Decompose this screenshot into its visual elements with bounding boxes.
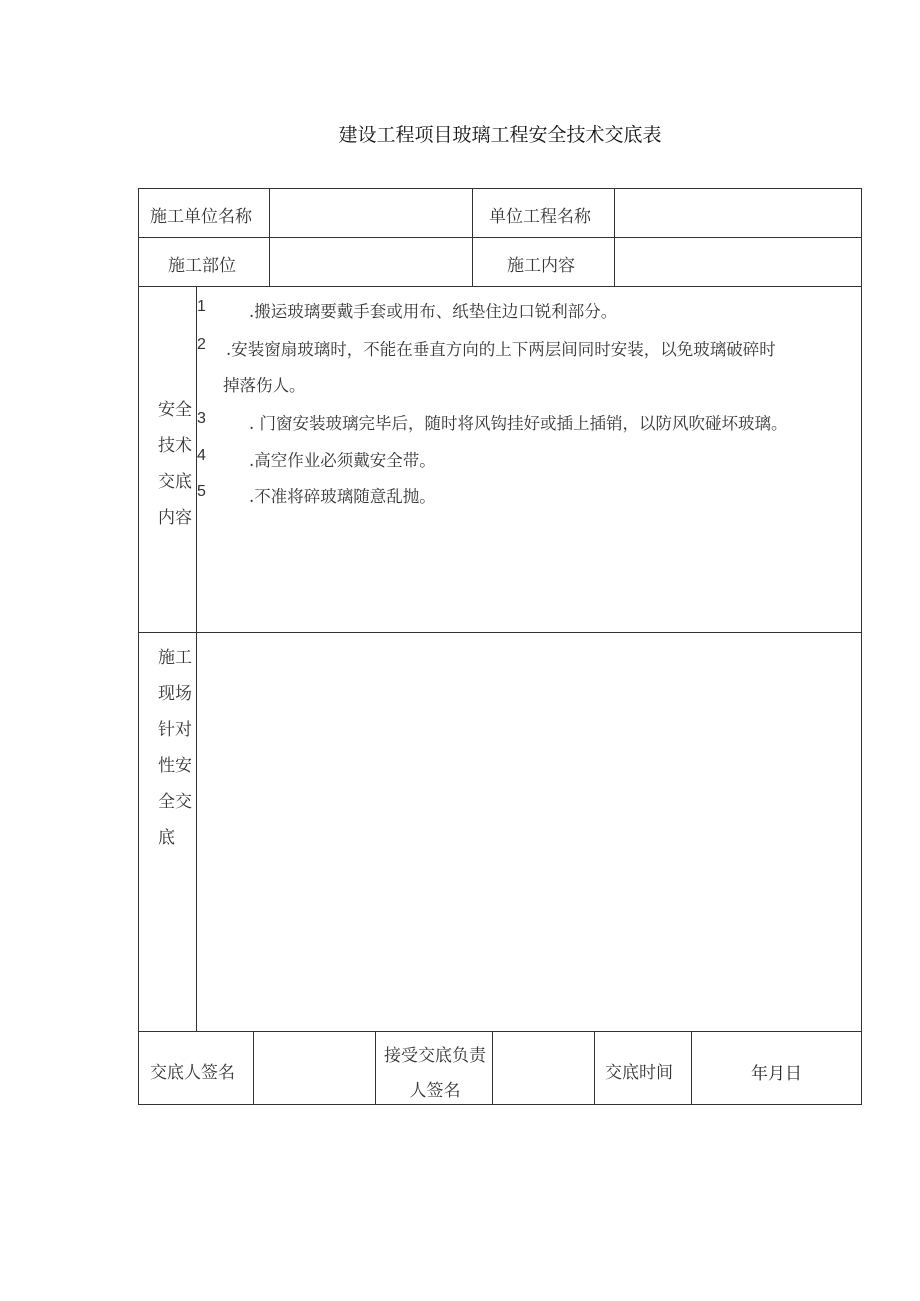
item-number: 5: [197, 483, 206, 500]
label-line: 人签名: [409, 1081, 461, 1101]
label-line: 交底: [158, 472, 192, 492]
border-top: [138, 188, 862, 189]
disclosure-time-value[interactable]: 年月日: [751, 1064, 802, 1084]
item-number: 1: [197, 298, 206, 315]
label-line: 底: [158, 828, 175, 848]
item-text: .不准将碎玻璃随意乱抛。: [249, 487, 436, 506]
construction-unit-label: 施工单位名称: [150, 207, 252, 227]
label-line: 接受交底负责: [384, 1046, 486, 1066]
col-divider: [691, 1031, 692, 1104]
col-divider: [472, 188, 473, 286]
col-divider: [614, 188, 615, 286]
col-divider: [492, 1031, 493, 1104]
discloser-signature-label: 交底人签名: [150, 1063, 235, 1083]
site-disclosure-label: [158, 640, 198, 856]
label-line: 内容: [158, 508, 192, 528]
disclosure-time-label: 交底时间: [605, 1063, 673, 1083]
col-divider: [253, 1031, 254, 1104]
label-line: 性安: [158, 756, 192, 776]
item-number: 3: [197, 410, 206, 427]
construction-content-label: 施工内容: [507, 256, 575, 276]
label-line: 技术: [158, 436, 192, 456]
label-line: 针对: [158, 720, 192, 740]
label-line: 全交: [158, 792, 192, 812]
border-bottom: [138, 1104, 862, 1105]
disclosure-form: [138, 188, 862, 1105]
item-text: .搬运玻璃要戴手套或用布、纸垫住边口锐利部分。: [249, 302, 618, 321]
item-text: .高空作业必须戴安全带。: [249, 451, 436, 470]
row-divider: [138, 286, 862, 287]
item-number: 2: [197, 336, 206, 353]
row-divider: [138, 632, 862, 633]
label-line: 安全: [158, 400, 192, 420]
unit-project-name-label: 单位工程名称: [489, 207, 591, 227]
label-line: 现场: [158, 684, 192, 704]
col-divider: [594, 1031, 595, 1104]
border-left: [138, 188, 139, 1105]
label-line: 施工: [158, 648, 192, 668]
item-continuation: 掉落伤人。: [223, 376, 306, 395]
item-number: 4: [197, 447, 206, 464]
col-divider: [375, 1031, 376, 1104]
item-text: .安装窗扇玻璃时，不能在垂直方向的上下两层间同时安装，以免玻璃破碎时: [226, 340, 776, 359]
col-divider: [269, 188, 270, 286]
construction-location-label: 施工部位: [168, 256, 236, 276]
row-divider: [138, 1031, 862, 1032]
safety-disclosure-label: [158, 392, 198, 536]
receiver-signature-label: [378, 1039, 492, 1109]
row-divider: [138, 237, 862, 238]
border-right: [861, 188, 862, 1105]
document-title: 建设工程项目玻璃工程安全技术交底表: [338, 124, 662, 146]
item-text: . 门窗安装玻璃完毕后，随时将风钩挂好或插上插销，以防风吹碰坏玻璃。: [249, 414, 788, 433]
